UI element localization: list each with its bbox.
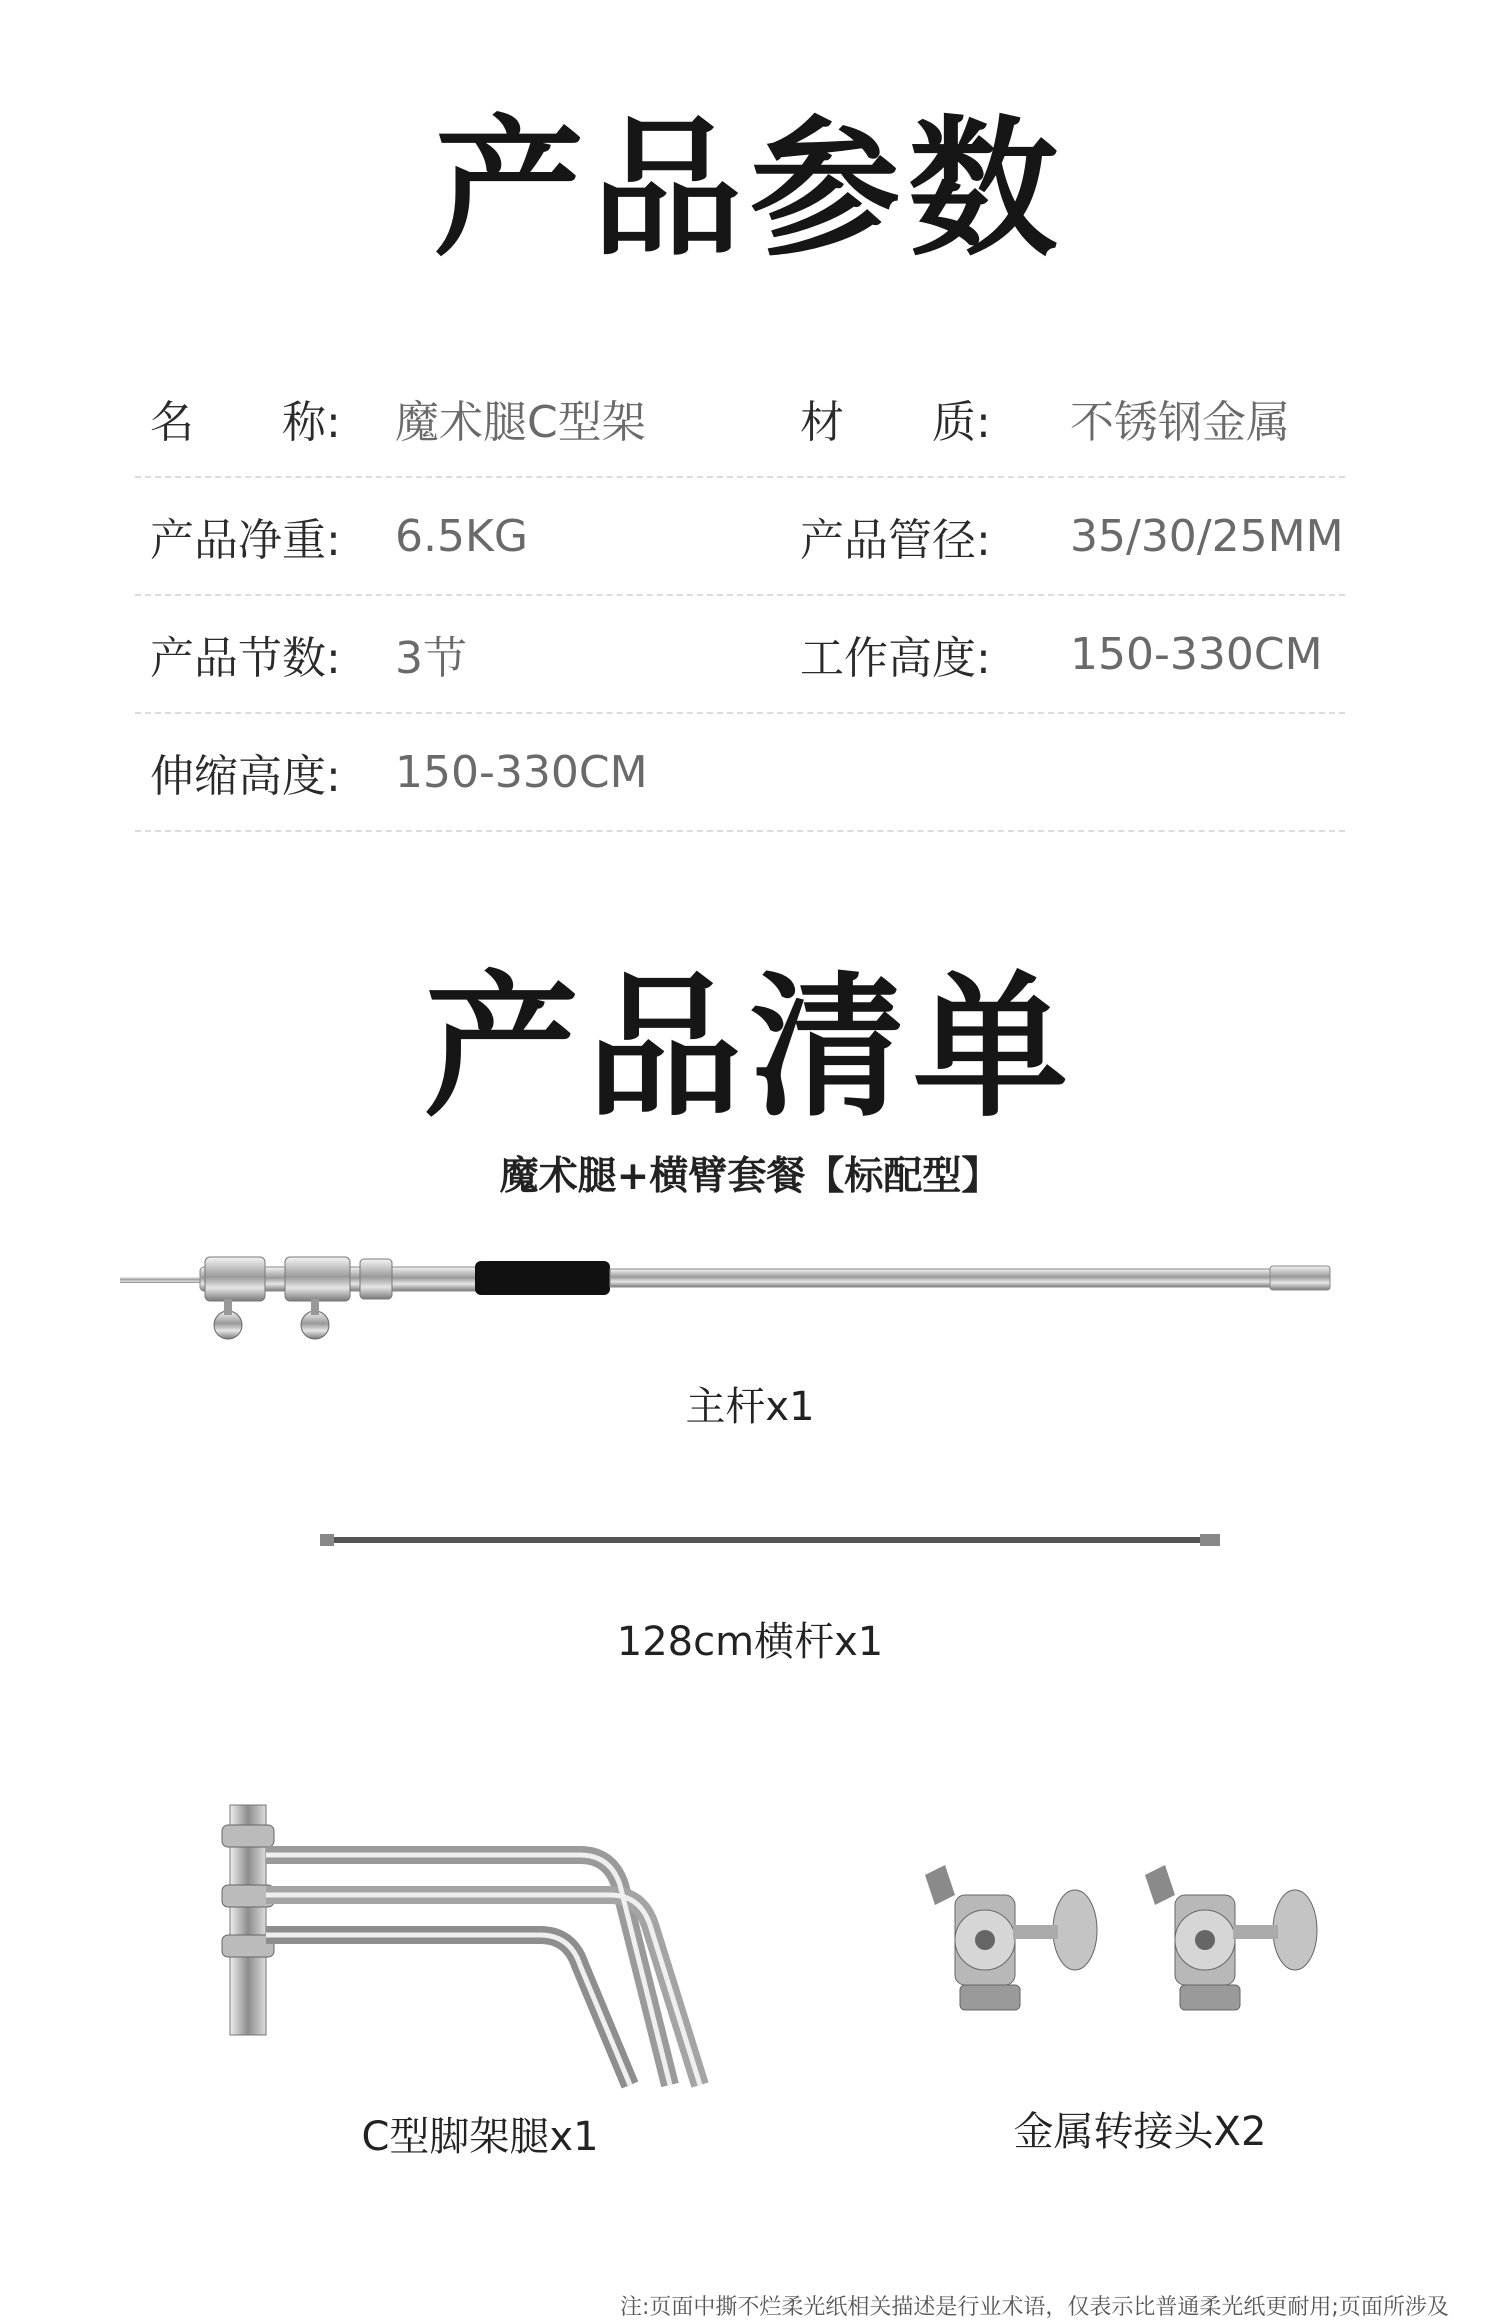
params-title: 产品参数 — [433, 103, 1066, 277]
param-value: 不锈钢金属 — [1070, 397, 1290, 448]
params-row — [135, 478, 1345, 596]
param-label: 产品净重: — [150, 515, 341, 566]
footer-note: 注:页面中撕不烂柔光纸相关描述是行业术语，仅表示比普通柔光纸更耐用;页面所涉及 — [620, 2295, 1449, 2320]
param-label: 伸缩高度: — [150, 751, 341, 802]
param-value: 魔术腿C型架 — [395, 397, 646, 448]
param-value: 150-330CM — [395, 746, 648, 798]
grip-head-caption: 金属转接头X2 — [1013, 2109, 1267, 2155]
param-value: 3节 — [395, 633, 467, 684]
grip-head-image — [915, 1855, 1345, 2025]
crossbar-caption: 128cm横杆x1 — [616, 1619, 884, 1665]
param-label: 工作高度: — [800, 633, 991, 684]
params-row — [135, 596, 1345, 714]
main-pole-image — [120, 1245, 1360, 1355]
param-label: 产品管径: — [800, 515, 991, 566]
param-value: 35/30/25MM — [1070, 510, 1344, 562]
params-row — [135, 714, 1345, 832]
param-label: 产品节数: — [150, 633, 341, 684]
c-stand-legs-caption: C型脚架腿x1 — [361, 2114, 599, 2160]
c-stand-legs-image — [210, 1785, 770, 2105]
param-label: 名 称: — [150, 397, 341, 448]
params-row — [135, 360, 1345, 478]
param-label: 材 质: — [800, 397, 991, 448]
params-table — [135, 360, 1345, 832]
crossbar-image — [320, 1530, 1220, 1550]
list-title: 产品清单 — [424, 957, 1076, 1138]
param-value: 6.5KG — [395, 510, 528, 562]
main-pole-caption: 主杆x1 — [685, 1384, 815, 1430]
param-value: 150-330CM — [1070, 628, 1323, 680]
list-subtitle: 魔术腿+横臂套餐【标配型】 — [499, 1154, 1001, 1199]
